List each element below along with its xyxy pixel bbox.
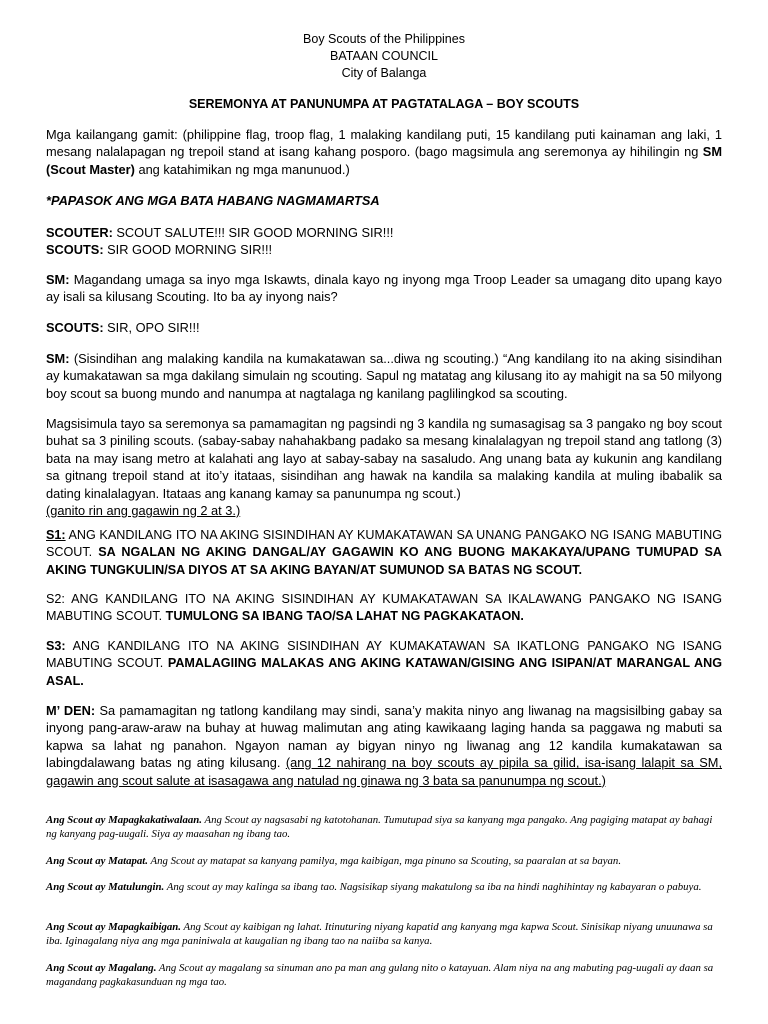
scout-law-4-text: Ang Scout ay kaibigan ng lahat. Itinuturing niyang kapatid ang kanyang mga kapwa Scout. Sinisikap niyang unuunawa sa iba. Iginagalang niya ang mga paniniwala at kaugalian ng ibang tao na naiiba sa kanya. [46,921,713,947]
org-name: Boy Scouts of the Philippines [303,32,465,46]
scout-law-2 [46,855,722,869]
ceremony-intro-note: (ganito rin ang gagawin ng 2 at 3.) [46,503,241,519]
scouts-reply-label: SCOUTS: [46,320,104,335]
s1-text: ANG KANDILANG ITO NA AKING SISINDIHAN AY KUMAKATAWAN SA UNANG PANGAKO NG ISANG MABUTING SCOUT. [46,528,722,560]
s3-label: S3: [46,639,66,653]
sm-candle-paragraph [46,350,722,402]
scout-law-5 [46,962,722,989]
s3-oath: PAMALAGIING MALAKAS ANG AKING KATAWAN/GISING ANG ISIPAN/AT MARANGAL ANG ASAL. [46,656,722,688]
s2-label: S2: [46,592,65,606]
sm-welcome-paragraph [46,271,722,306]
march-note: *PAPASOK ANG MGA BATA HABANG NAGMAMARTSA [46,193,380,208]
sm-candle-label: SM: [46,351,70,366]
materials-scoutmaster: SM (Scout Master) [46,144,722,177]
scout-law-1-name: Ang Scout ay Mapagkakatiwalaan. [46,814,202,826]
mden-note: (ang 12 nahirang na boy scouts ay pipila sa gilid, isa-isang lalapit sa SM, gagawin ang scout salute at isasagawa ang natulad ng ginawa ng 3 bata sa panunumpa ng scout.) [46,755,723,788]
materials-text-2: ang katahimikan ng mga manunuod.) [134,161,350,177]
mden-label: M’ DEN: [46,703,96,718]
scouter-label: SCOUTER: [46,225,113,240]
scouts-label: SCOUTS: [46,242,104,258]
s3-paragraph [46,638,722,690]
scout-law-1-text: Ang Scout ay nagsasabi ng katotohanan. Tumutupad siya sa kanyang mga pangako. Ang pagiging matapat ay bahagi ng kanyang pag-uugali. Siya ay maasahan ng ibang tao. [46,814,713,840]
scout-law-3 [46,881,722,895]
s1-label: S1: [46,528,66,542]
s1-oath: SA NGALAN NG AKING DANGAL/AY GAGAWIN KO ANG BUONG MAKAKAYA/UPANG TUMUPAD SA AKING TUNGKULIN/SA DIYOS AT SA AKING BAYAN/AT SUMUNOD SA BATAS NG SCOUT. [46,545,722,577]
sm-candle-text: (Sisindihan ang malaking kandila na kumakatawan sa...diwa ng scouting.) “Ang kandilang ito na aking sisindihan ay kumakatawan sa mga dakilang simulain ng scouting. Sapul ng matatag ang kilusang ito ay mahigit na sa 50 milyong boy scout sa buong mundo and nanumpa at nagtalaga ng kanilang paglilingkod sa scouting. [46,351,722,401]
sm-label: SM: [46,272,70,287]
city-name: City of Balanga [341,66,427,80]
sm-welcome-text: Magandang umaga sa inyo mga Iskawts, dinala kayo ng inyong mga Troop Leader sa umagang dito upang kayo ay isali sa kilusang Scouting. Ito ba ay inyong nais? [46,272,722,305]
scout-law-5-name: Ang Scout ay Magalang. [46,962,157,974]
mden-text: Sa pamamagitan ng tatlong kandilang may sindi, sana’y makita ninyo ang liwanag na magsisilbing gabay sa inyong pang-araw-araw na buhay at huwag malimutan ang ating kawikaang laging handa sa paggawa ng mabuti sa kapwa sa lahat ng panahon. Ngayon naman ay bigyan ninyo ng liwanag ang 12 kandila kumakatawan sa labingdalawang batas ng ating kilusang. [46,703,722,771]
scout-law-2-name: Ang Scout ay Matapat. [46,855,148,867]
scouts-reply-text: SIR, OPO SIR!!! [103,320,200,335]
ceremony-intro-text: Magsisimula tayo sa seremonya sa pamamagitan ng pagsindi ng 3 kandila ng sumasagisag sa 3 pangako ng boy scout buhat sa 3 piniling scouts. (sabay-sabay nahahakbang padako sa mesang kinalalagyan ng trepoil stand ang tatlong (3) bata na may isang metro at kalahati ang layo at sabay-sabay na sasaludo. Ang unang bata ay kukunin ang kandilang sa gitnang trepoil stand at ito’y itataas, sisindihan ang hawak na kandila sa malaking kandila at muling ibabalik sa dating kinalalagyan. Itataas ang kanang kamay sa panunumpa ng scout.) [46,416,722,501]
scout-law-3-name: Ang Scout ay Matulungin. [46,881,165,893]
s2-oath: TUMULONG SA IBANG TAO/SA LAHAT NG PAGKAKATAON. [165,609,524,624]
page-title: SEREMONYA AT PANUNUMPA AT PAGTATALAGA – BOY SCOUTS [188,97,580,111]
s3-text: ANG KANDILANG ITO NA AKING SISINDIHAN AY KUMAKATAWAN SA IKATLONG PANGAKO NG ISANG MABUTING SCOUT. [46,639,722,671]
greeting-block [46,224,722,259]
scout-law-5-text: Ang Scout ay magalang sa sinuman ano pa man ang gulang nito o katayuan. Alam niya na ang mabuting pag-uugali ay daan sa magandang pagkakasunduan ng mga tao. [46,962,714,988]
scouts-text: SIR GOOD MORNING SIR!!! [103,242,273,258]
scout-law-4 [46,921,722,948]
scouter-text: SCOUT SALUTE!!! SIR GOOD MORNING SIR!!! [112,225,394,240]
scouts-reply [46,319,722,336]
scout-law-4-name: Ang Scout ay Mapagkaibigan. [46,921,181,933]
scout-law-1 [46,814,722,841]
scout-law-3-text: Ang scout ay may kalinga sa ibang tao. Nagsisikap siyang makatulong sa iba na hindi naghihintay ng kabayaran o pabuya. [164,881,702,893]
ceremony-intro-paragraph [46,415,722,519]
s1-paragraph [46,527,722,579]
s2-paragraph [46,591,722,626]
materials-text-1: Mga kailangang gamit: (philippine flag, troop flag, 1 malaking kandilang puti, 15 kandilang puti kainaman ang laki, 1 mesang nalalapagan ng trepoil stand at isang kahang posporo. (bago magsimula ang seremonya ay hihilingin ng [46,127,722,160]
mden-paragraph [46,702,722,789]
scout-law-2-text: Ang Scout ay matapat sa kanyang pamilya, mga kaibigan, mga pinuno sa Scouting, sa paaralan at sa bayan. [148,855,622,867]
s2-text: ANG KANDILANG ITO NA AKING SISINDIHAN AY KUMAKATAWAN SA IKALAWANG PANGAKO NG ISANG MABUTING SCOUT. [46,592,722,624]
materials-paragraph [46,126,722,178]
council-name: BATAAN COUNCIL [330,49,438,63]
